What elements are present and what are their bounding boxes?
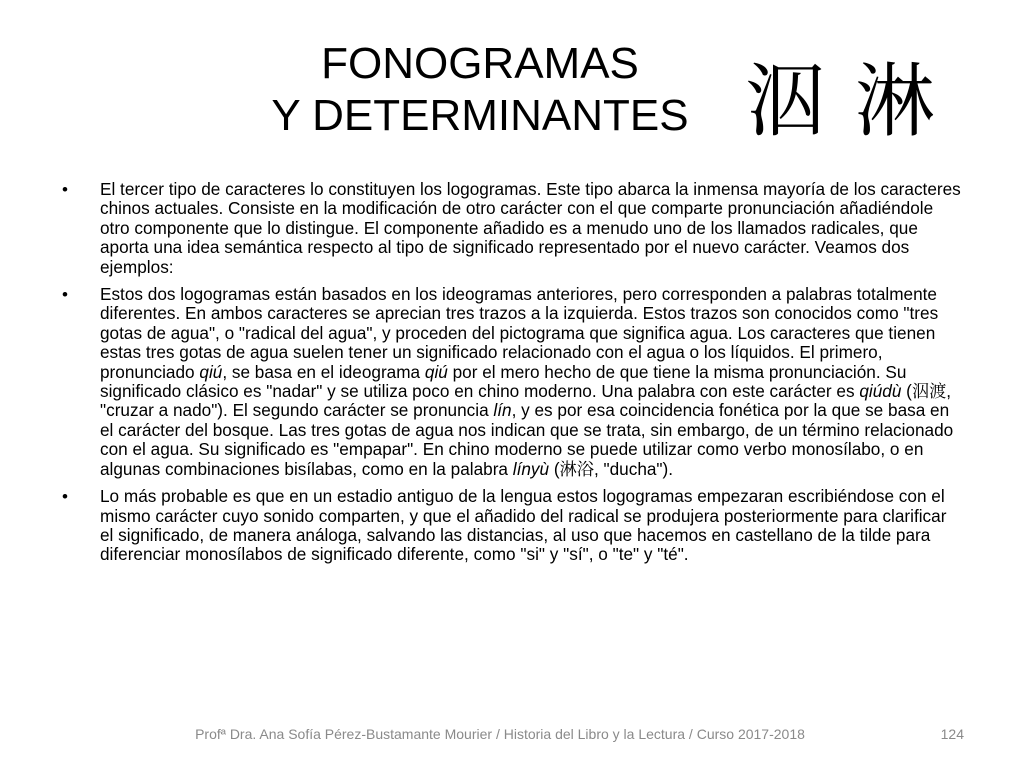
bullet-dot: • <box>62 180 68 199</box>
title-line-1: FONOGRAMAS <box>321 39 639 88</box>
italic-term: línyù <box>512 458 550 479</box>
footer-text: Profª Dra. Ana Sofía Pérez-Bustamante Mourier / Historia del Libro y la Lectura / Curso 2017-2018 <box>195 726 805 742</box>
bullet-text: por el mero hecho de que tiene la misma pronunciación. Su significado clásico es "nadar" y se utiliza poco en chino moderno. Una palabra con este carácter es <box>100 361 907 402</box>
bullet-item <box>62 487 962 565</box>
italic-term: qiú <box>199 361 223 382</box>
glyph-qiu: 泅 <box>745 55 825 148</box>
bullet-dot: • <box>62 285 68 305</box>
bullet-text: Lo más probable es que en un estadio antiguo de la lengua estos logogramas empezaran escribiéndose con el mismo carácter cuyo sonido comparten, y que el añadido del radical se produjera posteriormente para clarificar el significado, de manera análoga, salvando las distancias, al uso que hacemos en castellano de la tilde para diferenciar monosílabos de significado diferente, como "si" y "sí", o "te" y "té". <box>100 486 947 565</box>
italic-term: qiú <box>424 361 448 382</box>
italic-term: lín <box>493 400 512 421</box>
bullet-text: (泅渡, "cruzar a nado"). El segundo carácter se pronuncia <box>100 381 952 421</box>
page-number: 124 <box>940 726 964 742</box>
bullet-text: , se basa en el ideograma <box>222 361 425 382</box>
bullet-text: El tercer tipo de caracteres lo constituyen los logogramas. Este tipo abarca la inmensa mayoría de los caracteres chinos actuales. Consiste en la modificación de otro carácter con el que comparte pronunciación añadiéndole otro componente que lo distingue. El componente añadido es a menudo uno de los llamados radicales, que aporta una idea semántica respecto al tipo de significado representado por el nuevo carácter. Veamos dos ejemplos: <box>100 179 961 277</box>
bullet-text: (淋浴, "ducha"). <box>549 458 674 479</box>
bullet-dot: • <box>62 487 68 507</box>
chinese-characters <box>745 56 975 148</box>
bullet-list <box>62 180 962 573</box>
slide-title <box>200 38 760 142</box>
bullet-item <box>62 180 962 277</box>
italic-term: qiúdù <box>859 381 902 402</box>
bullet-text: , y es por esa coincidencia fonética por la que se basa en el carácter del bosque. Las tres gotas de agua nos indican que se trata, sin embargo, de un término relacionado con el agua. Su significado es "empapar". En chino moderno se puede utilizar como verbo monosílabo, o en algunas combinaciones bisílabas, como en la palabra <box>100 400 954 479</box>
glyph-lin: 淋 <box>855 55 935 148</box>
title-line-2: Y DETERMINANTES <box>271 91 689 140</box>
bullet-item <box>62 285 962 479</box>
bullet-text: Estos dos logogramas están basados en los ideogramas anteriores, pero corresponden a palabras totalmente diferentes. En ambos caracteres se aprecian tres trazos a la izquierda. Estos trazos son conocidos como "tres gotas de agua", o "radical del agua", y proceden del pictograma que significa agua. Los caracteres que tienen estas tres gotas de agua suelen tener un significado relacionado con el agua o los líquidos. El primero, pronunciado <box>100 284 939 382</box>
